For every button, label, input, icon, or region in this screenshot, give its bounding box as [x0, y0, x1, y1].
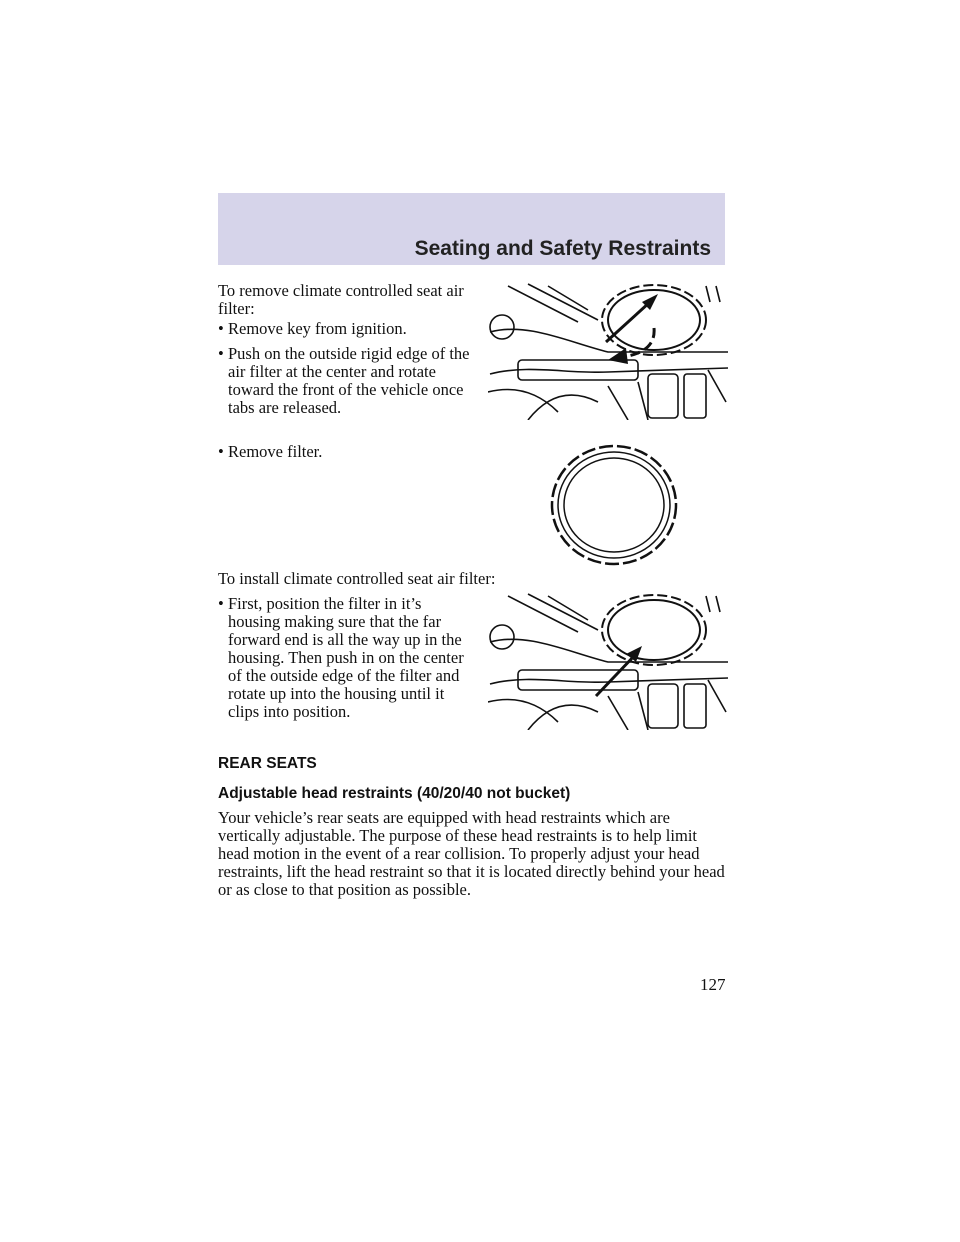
install-intro: To install climate controlled seat air filter: [218, 569, 496, 588]
step-text: Remove key from ignition. [228, 319, 407, 338]
section-title: Seating and Safety Restraints [414, 237, 711, 260]
section-header-band [218, 193, 725, 265]
step-text: Remove filter. [228, 442, 323, 461]
head-restraints-body: Your vehicle’s rear seats are equipped with head restraints which are vertically adjustable. The purpose of these head restraints is to help limit head motion in the event of a rear collision. To properly adjust your head restraints, lift the head restraint so that it is located directly behind your head or as close to that position as possible. [218, 808, 725, 899]
remove-intro: To remove climate controlled seat air filter: [218, 281, 464, 318]
filter-removal-illustration [488, 282, 730, 420]
list-item [218, 320, 478, 340]
step-text: Push on the outside rigid edge of the air filter at the center and rotate toward the front of the vehicle once tabs are released. [228, 344, 470, 417]
bullet-icon: • [218, 319, 224, 338]
step-text: First, position the filter in it’s housing making sure that the far forward end is all the way up in the housing. Then push in on the center of the outside edge of the filter and rotate up into the housing until it clips into position. [228, 594, 464, 721]
page-number: 127 [700, 975, 726, 994]
list-item [218, 594, 480, 721]
list-item [218, 443, 478, 463]
removed-filter-illustration [548, 442, 680, 568]
bullet-icon: • [218, 594, 224, 613]
rear-seats-heading: REAR SEATS [218, 755, 317, 772]
bullet-icon: • [218, 442, 224, 461]
list-item [218, 345, 478, 425]
head-restraints-subheading: Adjustable head restraints (40/20/40 not bucket) [218, 785, 571, 802]
filter-install-illustration [488, 592, 730, 730]
bullet-icon: • [218, 344, 224, 363]
